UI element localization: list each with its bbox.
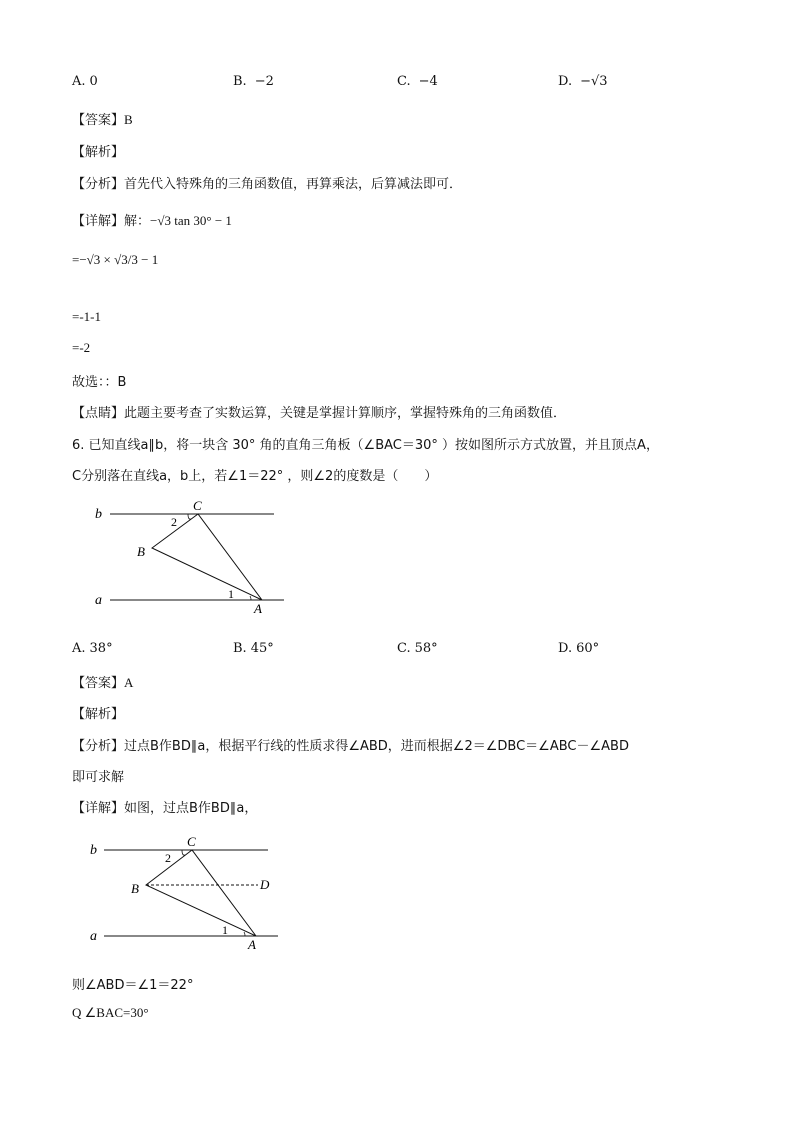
q5-option-b: B. −2 bbox=[233, 74, 274, 89]
angle-1-arc bbox=[250, 596, 251, 600]
q5-step1: =−√3 × √3/3 − 1 bbox=[72, 252, 159, 267]
label-c: C bbox=[187, 834, 196, 849]
label-b-point: B bbox=[131, 881, 139, 896]
label-angle-1: 1 bbox=[222, 923, 228, 937]
label-a: a bbox=[90, 929, 97, 944]
label-angle-2: 2 bbox=[165, 851, 171, 865]
q5-option-c: C. −4 bbox=[397, 74, 438, 89]
q5-jiexi-tag: 【解析】 bbox=[72, 145, 125, 160]
q6-fenxi-line1: 【分析】过点B作BD∥a，根据平行线的性质求得∠ABD，进而根据∠2＝∠DBC＝∠ABC－∠ABD bbox=[72, 739, 629, 754]
q6-option-c: C. 58° bbox=[397, 641, 438, 656]
q5-dianjing: 【点睛】此题主要考查了实数运算，关键是掌握计算顺序，掌握特殊角的三角函数值． bbox=[72, 406, 567, 421]
label-a: a bbox=[95, 593, 102, 608]
q5-answer: 【答案】B bbox=[72, 112, 133, 128]
q6-option-a: A. 38° bbox=[72, 641, 113, 656]
q6-figure-1 bbox=[92, 498, 322, 618]
label-angle-2: 2 bbox=[171, 515, 177, 529]
label-a-point: A bbox=[254, 601, 262, 616]
angle-2-arc bbox=[182, 850, 185, 855]
q6-option-d: D. 60° bbox=[558, 641, 600, 656]
q6-stem-line2: C分别落在直线a，b上，若∠1＝22° ，则∠2的度数是（ ） bbox=[72, 469, 438, 484]
q6-jiexi-tag: 【解析】 bbox=[72, 707, 125, 722]
q6-figure-2 bbox=[86, 832, 316, 957]
angle-1-arc bbox=[244, 932, 245, 936]
label-a-point: A bbox=[248, 937, 256, 952]
q6-fenxi-line2: 即可求解 bbox=[72, 770, 125, 785]
label-b: b bbox=[90, 843, 97, 858]
q5-fenxi: 【分析】首先代入特殊角的三角函数值，再算乘法，后算减法即可． bbox=[72, 177, 463, 192]
q5-xiangjie: 【详解】解：−√3 tan 30° − 1 bbox=[72, 213, 232, 229]
q5-option-d: D. −√3 bbox=[558, 74, 608, 89]
label-angle-1: 1 bbox=[228, 587, 234, 601]
q5-choice-line: 故选：：B bbox=[72, 375, 127, 390]
triangle-abc bbox=[152, 514, 262, 600]
q6-xiangjie: 【详解】如图，过点B作BD∥a， bbox=[72, 801, 258, 816]
label-c: C bbox=[193, 498, 202, 513]
q6-then-line: 则∠ABD＝∠1＝22° bbox=[72, 978, 194, 993]
q5-step2: =-1-1 bbox=[72, 309, 101, 324]
q6-answer: 【答案】A bbox=[72, 675, 134, 691]
label-d-point: D bbox=[260, 877, 270, 892]
q5-step3: =-2 bbox=[72, 340, 91, 355]
label-b: b bbox=[95, 507, 102, 522]
q5-option-a: A. 0 bbox=[72, 74, 98, 89]
label-b-point: B bbox=[137, 544, 145, 559]
q5-expression: −√3 tan 30° − 1 bbox=[150, 213, 232, 228]
q6-because-line: Q ∠BAC=30° bbox=[72, 1005, 149, 1020]
angle-2-arc bbox=[188, 514, 191, 519]
triangle-abc bbox=[146, 850, 256, 936]
q6-stem-line1: 6. 已知直线a∥b，将一块含 30° 角的直角三角板（∠BAC＝30° ）按如图所示方式放置，并且顶点A， bbox=[72, 438, 659, 453]
q6-option-b: B. 45° bbox=[233, 641, 274, 656]
